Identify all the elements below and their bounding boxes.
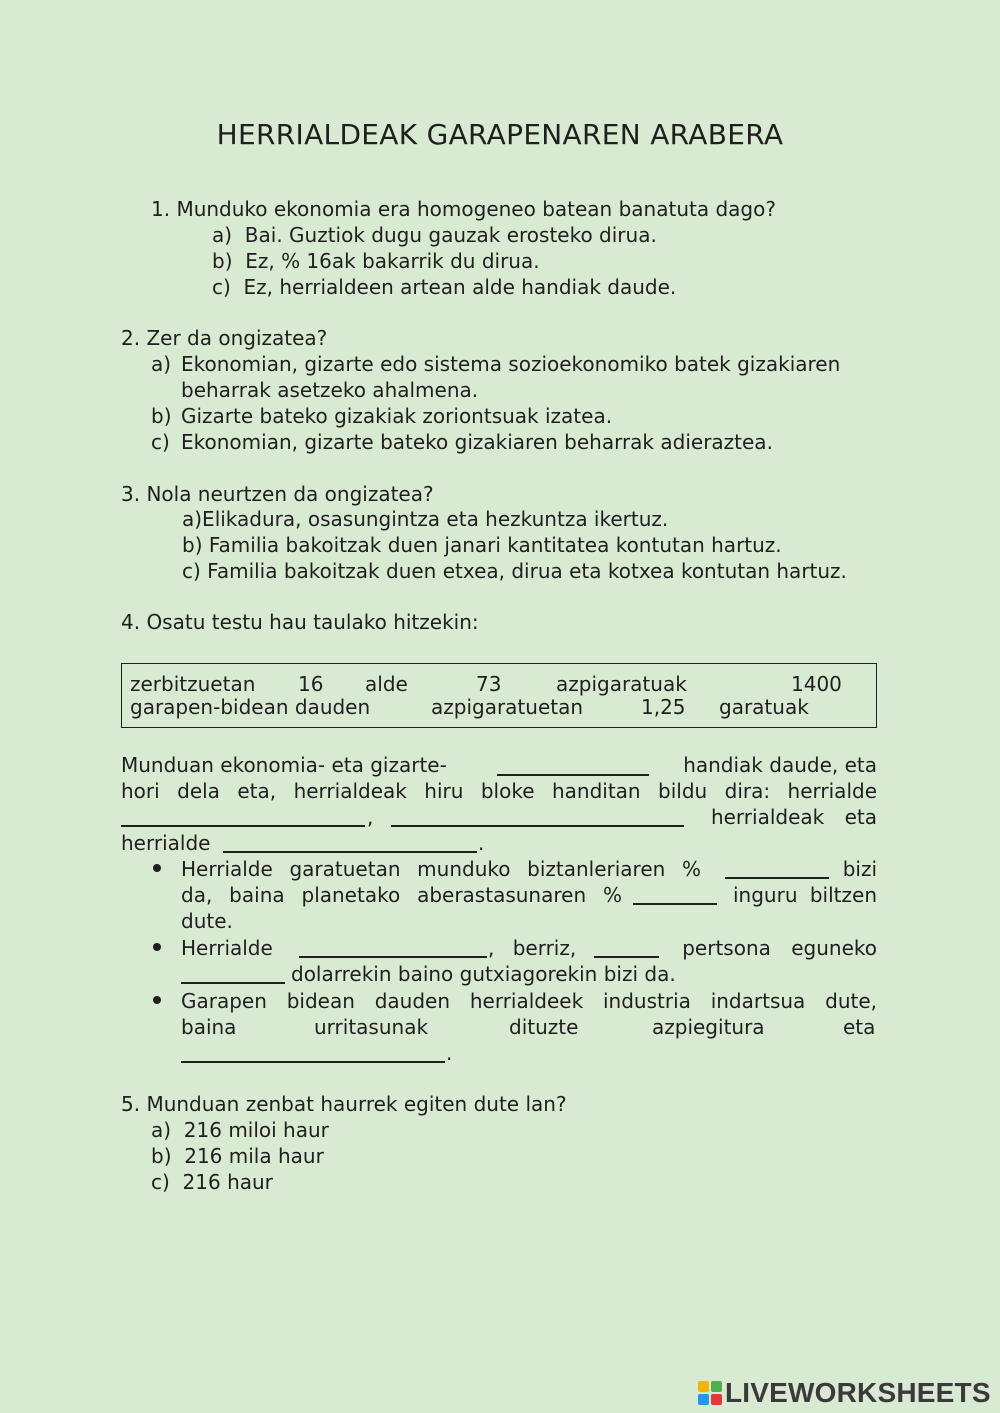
fill-blank-input[interactable] — [121, 807, 365, 827]
q2-option-a[interactable] — [151, 351, 171, 377]
option-text: 216 mila haur — [184, 1144, 324, 1168]
question-5: 5. Munduan zenbat haurrek egiten dute lan? — [121, 1092, 567, 1116]
word-bank-item: 1400 — [791, 672, 842, 696]
bullet-text: eta — [843, 1015, 876, 1039]
bullet-text: Herrialde garatuetan munduko biztanleriaren % — [181, 857, 701, 881]
fill-blank-input[interactable] — [223, 833, 477, 853]
bullet-icon — [153, 864, 161, 872]
option-text: Ez, % 16ak bakarrik du dirua. — [245, 249, 540, 273]
bullet-text: Herrialde — [181, 936, 273, 960]
word-bank-item: garatuak — [719, 695, 809, 719]
paragraph-text: herrialdeak eta — [710, 805, 877, 829]
bullet-text: baina — [181, 1015, 237, 1039]
bullet-text: da, baina planetako aberastasunaren % — [181, 883, 622, 907]
liveworksheets-logo-icon — [698, 1381, 722, 1405]
option-letter: a) — [212, 223, 233, 247]
bullet-text: dituzte — [509, 1015, 579, 1039]
liveworksheets-logo[interactable] — [698, 1378, 991, 1408]
word-bank-item: alde — [365, 672, 408, 696]
bullet-text: dolarrekin baino gutxiagorekin bizi da. — [291, 962, 676, 986]
bullet-text: , berriz, — [488, 936, 577, 960]
bullet-text: inguru biltzen — [733, 883, 877, 907]
paragraph-text: hori dela eta, herrialdeak hiru bloke handitan bildu dira: herrialde — [121, 779, 877, 803]
q1-option-b[interactable] — [212, 248, 540, 274]
bullet-text: urritasunak — [314, 1015, 429, 1039]
word-bank-item: 1,25 — [641, 695, 686, 719]
bullet-text: azpiegitura — [652, 1015, 765, 1039]
question-2: 2. Zer da ongizatea? — [121, 326, 328, 350]
q2-option-b[interactable] — [151, 403, 172, 429]
word-bank-box — [121, 663, 877, 728]
bullet-text: pertsona eguneko — [682, 936, 877, 960]
bullet-text: . — [446, 1041, 453, 1065]
option-letter: c) — [212, 275, 231, 299]
option-letter: a) — [151, 1118, 172, 1142]
bullet-icon — [153, 996, 161, 1004]
q2-option-a-text-line2: beharrak asetzeko ahalmena. — [181, 378, 479, 402]
fill-blank-input[interactable] — [725, 859, 829, 879]
fill-blank-input[interactable] — [497, 756, 649, 776]
q2-option-a-text-line1: Ekonomian, gizarte edo sistema sozioekonomiko batek gizakiaren — [181, 352, 841, 376]
fill-blank-input[interactable] — [181, 964, 285, 984]
word-bank-item: 73 — [476, 672, 502, 696]
option-letter: b) — [151, 404, 172, 428]
bullet-text: dute. — [181, 909, 233, 933]
q5-option-a[interactable] — [151, 1117, 329, 1143]
option-letter: b) — [212, 249, 233, 273]
question-3: 3. Nola neurtzen da ongizatea? — [121, 482, 434, 506]
question-4: 4. Osatu testu hau taulako hitzekin: — [121, 610, 479, 634]
q1-option-c[interactable] — [212, 274, 676, 300]
paragraph-text: handiak daude, eta — [683, 753, 877, 777]
word-bank-item: garapen-bidean dauden — [130, 695, 371, 719]
option-text: 216 miloi haur — [183, 1118, 329, 1142]
paragraph-text: . — [478, 831, 485, 855]
bullet-text: bizi — [842, 857, 877, 881]
option-text: Ez, herrialdeen artean alde handiak daude. — [243, 275, 677, 299]
q3-option-c[interactable]: c) Familia bakoitzak duen etxea, dirua eta kotxea kontutan hartuz. — [182, 559, 847, 583]
q5-option-c[interactable] — [151, 1169, 273, 1195]
paragraph-text: herrialde — [121, 831, 211, 855]
page-title: HERRIALDEAK GARAPENAREN ARABERA — [216, 118, 784, 151]
q3-option-a[interactable]: a)Elikadura, osasungintza eta hezkuntza ikertuz. — [182, 507, 669, 531]
option-letter: a) — [151, 352, 172, 376]
paragraph-text: Munduan ekonomia- eta gizarte- — [121, 753, 447, 777]
q2-option-c[interactable] — [151, 429, 170, 455]
q2-option-c-text: Ekonomian, gizarte bateko gizakiaren beharrak adieraztea. — [181, 430, 773, 454]
fill-blank-input[interactable] — [633, 885, 717, 905]
option-text: 216 haur — [182, 1170, 273, 1194]
q3-option-b[interactable]: b) Familia bakoitzak duen janari kantitatea kontutan hartuz. — [182, 533, 782, 557]
q5-option-b[interactable] — [151, 1143, 324, 1169]
option-letter: b) — [151, 1144, 172, 1168]
question-1: 1. Munduko ekonomia era homogeneo batean banatuta dago? — [151, 197, 776, 221]
q1-option-a[interactable] — [212, 222, 657, 248]
fill-blank-input[interactable] — [391, 807, 684, 827]
word-bank-item: azpigaratuetan — [431, 695, 584, 719]
option-letter: c) — [151, 430, 170, 454]
bullet-text: Garapen bidean dauden herrialdeek industria indartsua dute, — [181, 989, 877, 1013]
word-bank-item: azpigaratuak — [556, 672, 687, 696]
fill-blank-input[interactable] — [594, 938, 659, 958]
fill-blank-input[interactable] — [299, 938, 487, 958]
option-letter: c) — [151, 1170, 170, 1194]
paragraph-text: , — [367, 805, 374, 829]
bullet-icon — [153, 943, 161, 951]
word-bank-item: zerbitzuetan — [130, 672, 256, 696]
q2-option-b-text: Gizarte bateko gizakiak zoriontsuak izatea. — [181, 404, 613, 428]
fill-blank-input[interactable] — [181, 1043, 445, 1063]
option-text: Bai. Guztiok dugu gauzak erosteko dirua. — [244, 223, 657, 247]
word-bank-item: 16 — [298, 672, 324, 696]
logo-text: LIVEWORKSHEETS — [725, 1377, 991, 1408]
